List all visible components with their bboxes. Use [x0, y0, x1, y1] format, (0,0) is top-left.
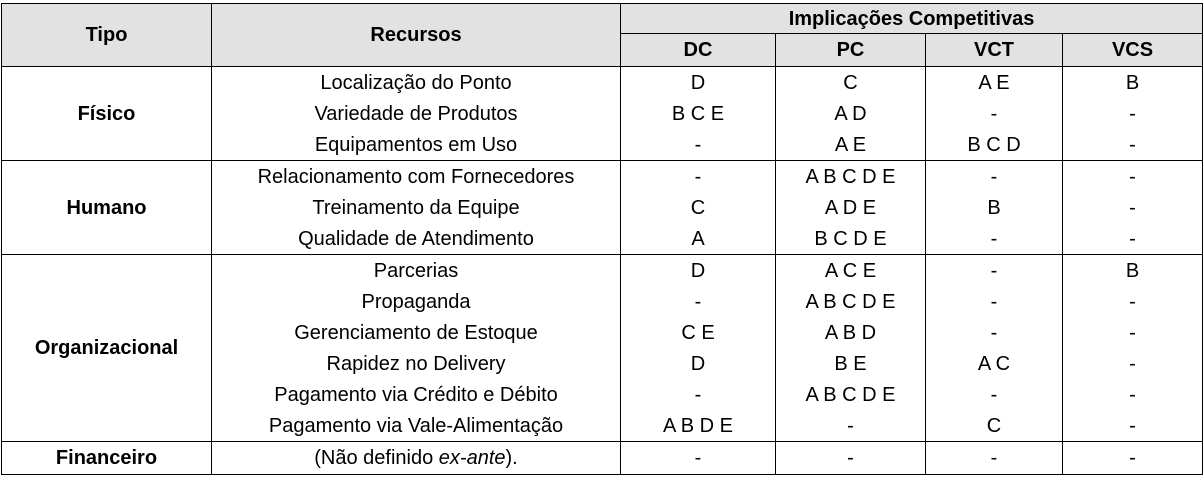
- vct-cell: A E: [926, 67, 1063, 99]
- recurso-italic: ex-ante: [438, 447, 506, 469]
- dc-cell: -: [621, 379, 776, 410]
- vct-cell: -: [926, 286, 1063, 317]
- dc-cell: -: [621, 286, 776, 317]
- vcs-cell: -: [1063, 317, 1203, 348]
- dc-cell: -: [621, 129, 776, 161]
- recurso-cell: Gerenciamento de Estoque: [212, 317, 621, 348]
- pc-cell: A B C D E: [776, 379, 926, 410]
- vcs-cell: -: [1063, 223, 1203, 255]
- vcs-cell: -: [1063, 192, 1203, 223]
- pc-cell: -: [776, 410, 926, 442]
- vct-cell: -: [926, 379, 1063, 410]
- recurso-cell: Treinamento da Equipe: [212, 192, 621, 223]
- pc-cell: -: [776, 442, 926, 475]
- vcs-cell: -: [1063, 410, 1203, 442]
- vct-cell: -: [926, 317, 1063, 348]
- dc-cell: D: [621, 348, 776, 379]
- dc-cell: C: [621, 192, 776, 223]
- pc-cell: B C D E: [776, 223, 926, 255]
- vcs-cell: -: [1063, 379, 1203, 410]
- pc-cell: A B C D E: [776, 286, 926, 317]
- vcs-cell: -: [1063, 286, 1203, 317]
- vcs-cell: -: [1063, 442, 1203, 475]
- vct-cell: -: [926, 442, 1063, 475]
- header-recursos: Recursos: [212, 4, 621, 67]
- pc-cell: A D: [776, 98, 926, 129]
- tipo-humano: Humano: [2, 161, 212, 255]
- vct-cell: -: [926, 98, 1063, 129]
- vct-cell: -: [926, 223, 1063, 255]
- recurso-suffix: ).: [505, 447, 518, 469]
- vct-cell: -: [926, 255, 1063, 287]
- dc-cell: C E: [621, 317, 776, 348]
- recurso-cell: Qualidade de Atendimento: [212, 223, 621, 255]
- vcs-cell: B: [1063, 67, 1203, 99]
- vct-cell: B: [926, 192, 1063, 223]
- dc-cell: D: [621, 255, 776, 287]
- header-vct: VCT: [926, 34, 1063, 67]
- dc-cell: -: [621, 161, 776, 193]
- vcs-cell: -: [1063, 348, 1203, 379]
- pc-cell: B E: [776, 348, 926, 379]
- recurso-cell: Pagamento via Crédito e Débito: [212, 379, 621, 410]
- recurso-cell: Rapidez no Delivery: [212, 348, 621, 379]
- header-dc: DC: [621, 34, 776, 67]
- vct-cell: B C D: [926, 129, 1063, 161]
- tipo-organizacional: Organizacional: [2, 255, 212, 442]
- dc-cell: A B D E: [621, 410, 776, 442]
- recurso-cell: Propaganda: [212, 286, 621, 317]
- pc-cell: A B C D E: [776, 161, 926, 193]
- recurso-cell: Relacionamento com Fornecedores: [212, 161, 621, 193]
- pc-cell: A C E: [776, 255, 926, 287]
- dc-cell: -: [621, 442, 776, 475]
- vcs-cell: -: [1063, 161, 1203, 193]
- vcs-cell: -: [1063, 98, 1203, 129]
- header-implicacoes: Implicações Competitivas: [621, 4, 1203, 34]
- dc-cell: D: [621, 67, 776, 99]
- header-tipo: Tipo: [2, 4, 212, 67]
- recurso-cell: Pagamento via Vale-Alimentação: [212, 410, 621, 442]
- recurso-cell: Variedade de Produtos: [212, 98, 621, 129]
- vcs-cell: B: [1063, 255, 1203, 287]
- competitive-implications-table: [1, 3, 1203, 475]
- vct-cell: C: [926, 410, 1063, 442]
- vct-cell: -: [926, 161, 1063, 193]
- recurso-cell: Parcerias: [212, 255, 621, 287]
- header-pc: PC: [776, 34, 926, 67]
- pc-cell: A D E: [776, 192, 926, 223]
- tipo-financeiro: Financeiro: [2, 442, 212, 475]
- pc-cell: A B D: [776, 317, 926, 348]
- dc-cell: A: [621, 223, 776, 255]
- dc-cell: B C E: [621, 98, 776, 129]
- recurso-prefix: (Não definido: [314, 447, 439, 469]
- pc-cell: C: [776, 67, 926, 99]
- header-vcs: VCS: [1063, 34, 1203, 67]
- vcs-cell: -: [1063, 129, 1203, 161]
- recurso-cell: Localização do Ponto: [212, 67, 621, 99]
- pc-cell: A E: [776, 129, 926, 161]
- recurso-cell: [212, 442, 621, 475]
- tipo-fisico: Físico: [2, 67, 212, 161]
- vct-cell: A C: [926, 348, 1063, 379]
- recurso-cell: Equipamentos em Uso: [212, 129, 621, 161]
